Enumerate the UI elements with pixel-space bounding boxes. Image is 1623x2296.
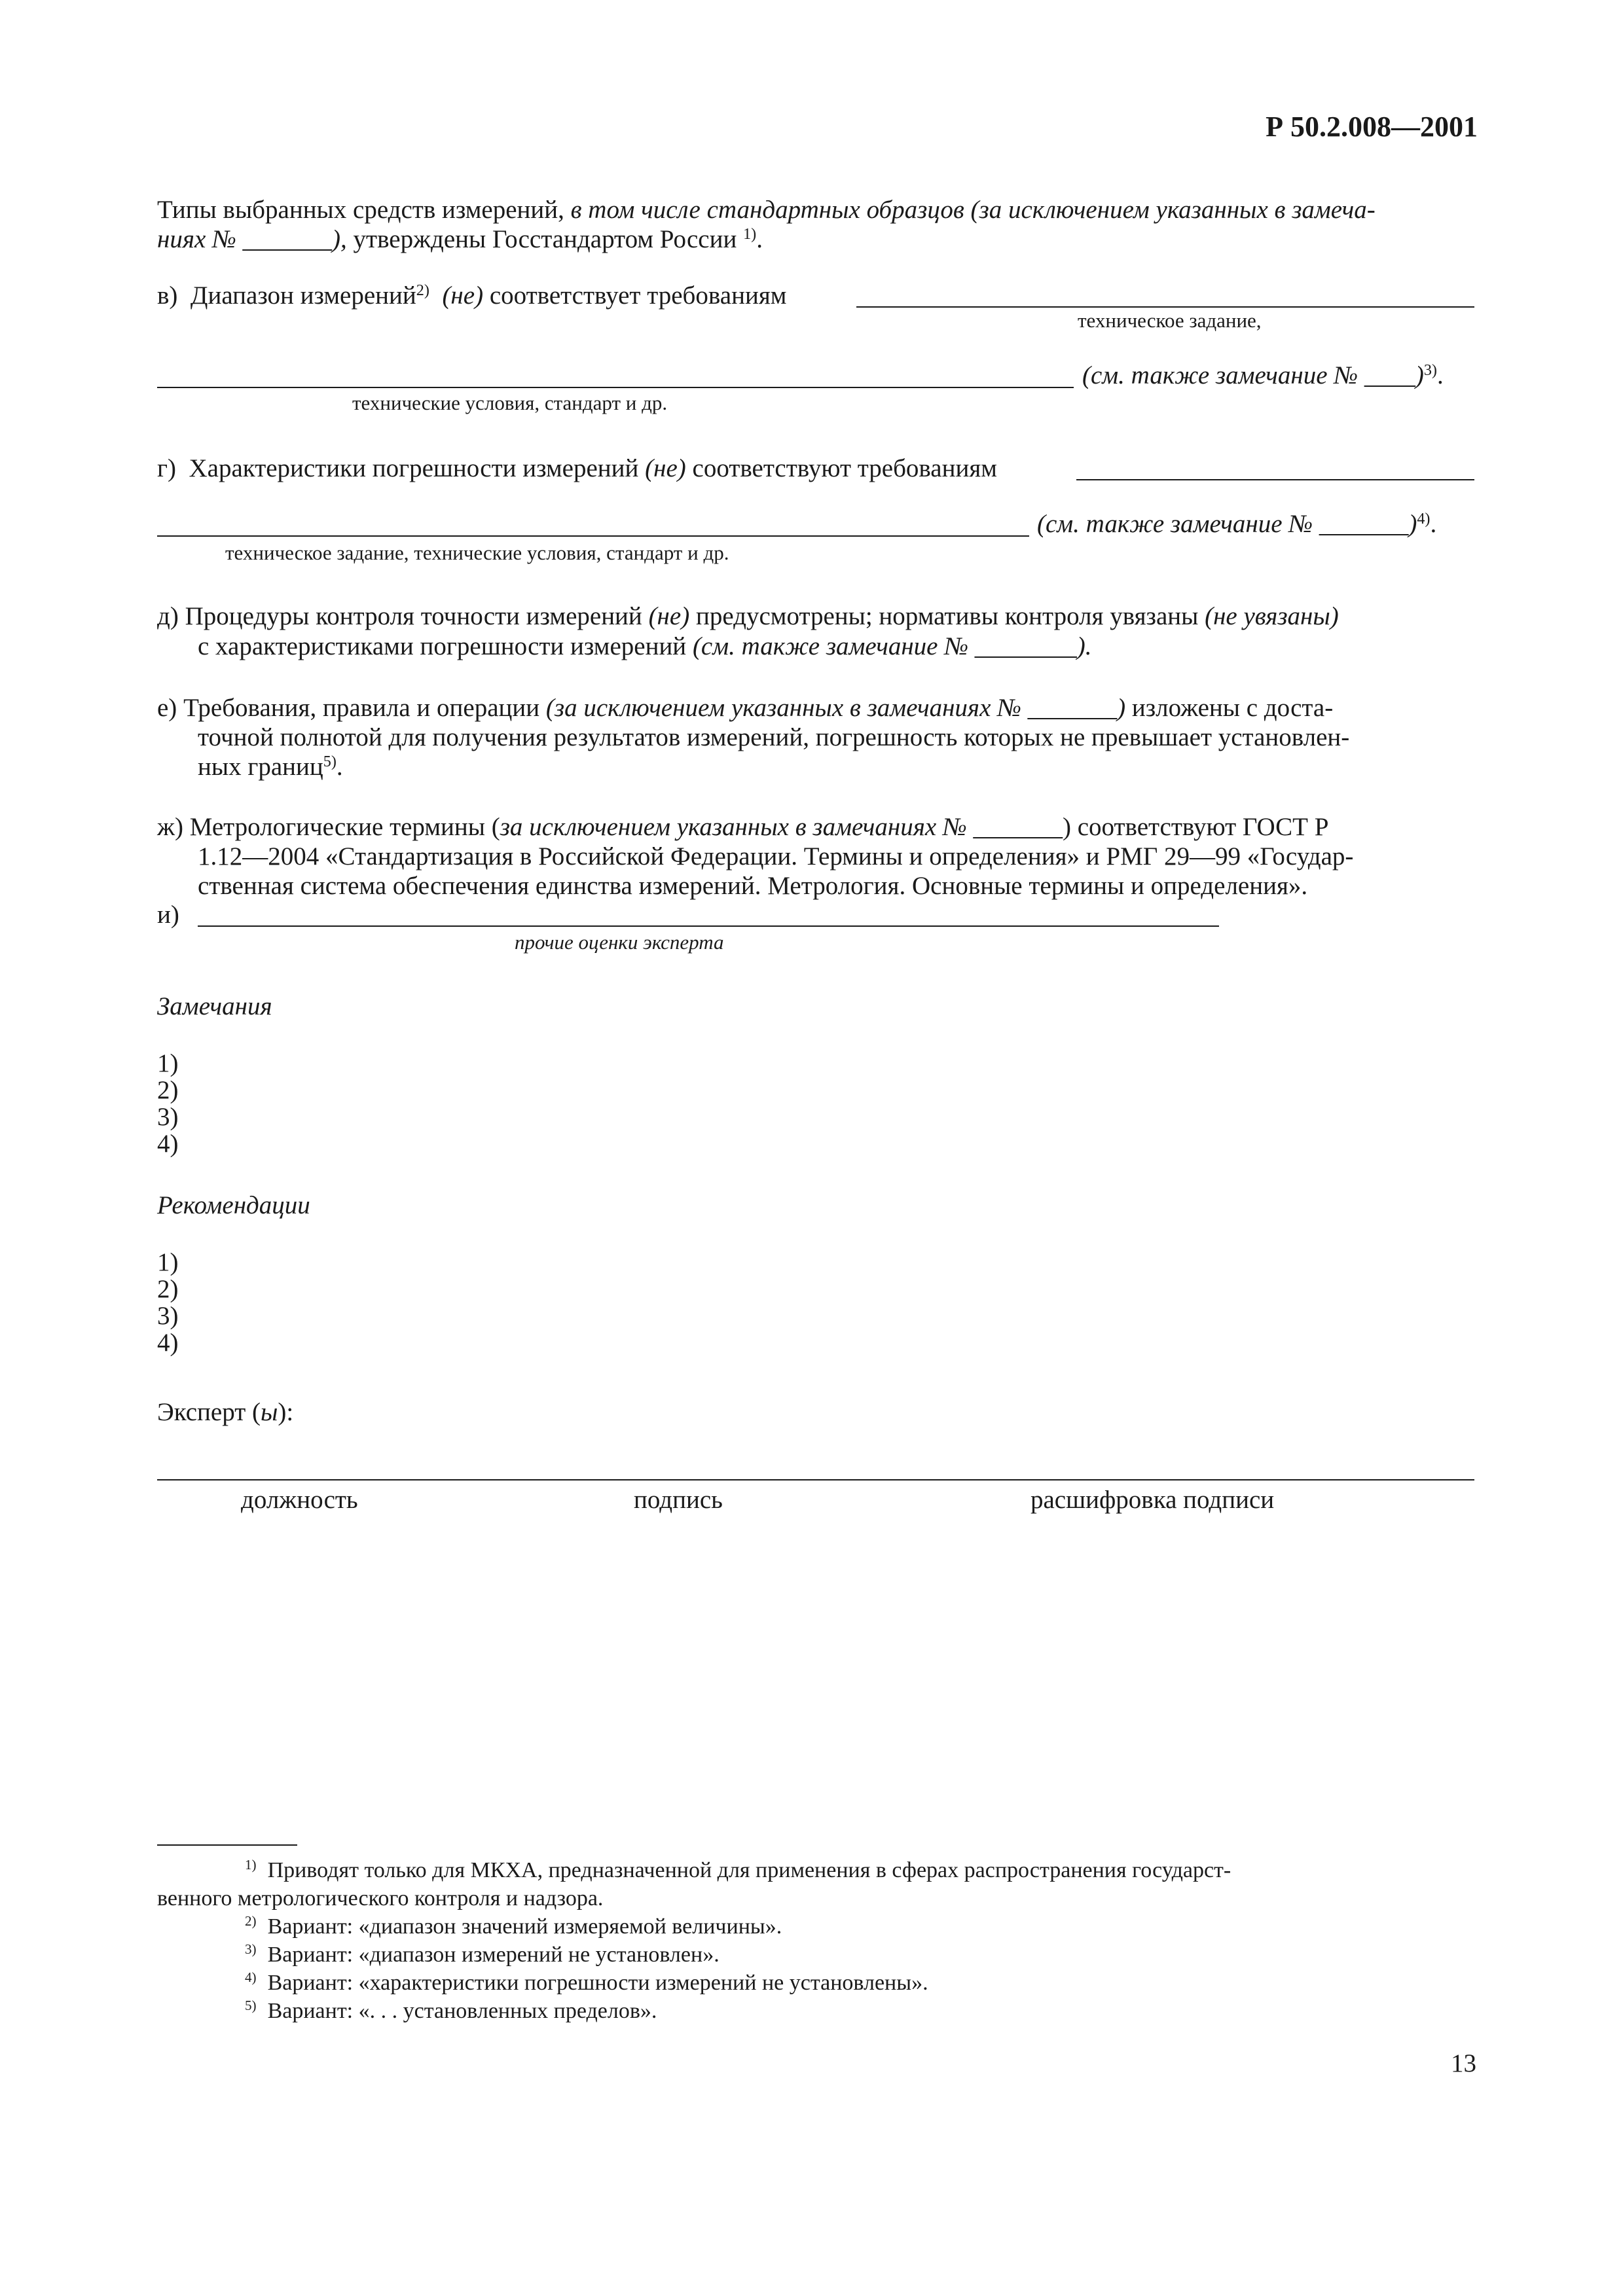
- item-letter: г): [157, 454, 176, 482]
- intro-line-1: [157, 194, 1376, 226]
- item-e-line-1: [157, 692, 1333, 724]
- list-item: 4): [157, 1329, 179, 1357]
- item-letter: е): [157, 694, 177, 722]
- footnote-separator: [157, 1844, 297, 1846]
- document-number: Р 50.2.008—2001: [1266, 111, 1478, 143]
- footnote-3: [245, 1941, 720, 1969]
- item-italic: за исключением указанных в замечаниях №: [500, 813, 967, 841]
- item-text: _______) соответствуют ГОСТ Р: [966, 813, 1329, 841]
- item-text: Характеристики погрешности измерений: [189, 454, 646, 482]
- footnote-4: [245, 1969, 928, 1997]
- fill-line: [1076, 479, 1474, 480]
- footnote-mark: 5): [245, 1998, 257, 2014]
- recommendations-title: Рекомендации: [157, 1191, 310, 1219]
- item-d-line-1: [157, 601, 1339, 632]
- item-italic: (не): [648, 602, 690, 630]
- signature-line: [157, 1479, 1474, 1480]
- item-letter: ж): [157, 813, 183, 841]
- fill-line: [157, 387, 1074, 388]
- fill-line: [157, 535, 1029, 537]
- field-hint: прочие оценки эксперта: [515, 931, 724, 954]
- expert-label: [157, 1397, 293, 1428]
- footnote-mark: 2): [245, 1913, 257, 1929]
- item-i-letter: и): [157, 901, 179, 929]
- intro-line-2: [157, 224, 763, 255]
- item-italic: (не): [442, 281, 484, 310]
- item-text: соответствует требованиям: [489, 281, 787, 310]
- footnote-mark: 1): [245, 1857, 257, 1873]
- list-item: 3): [157, 1103, 179, 1131]
- field-hint: техническое задание,: [1078, 309, 1262, 332]
- item-italic: (не увязаны): [1205, 602, 1339, 630]
- footnote-1-line-2: венного метрологического контроля и надзора.: [157, 1886, 604, 1910]
- footnote-text: Вариант: «диапазон значений измеряемой величины».: [267, 1914, 782, 1939]
- item-text: Процедуры контроля точности измерений: [185, 602, 649, 630]
- item-italic: (за исключением указанных в замечаниях № _______): [545, 694, 1126, 722]
- signature-label: подпись: [634, 1486, 723, 1514]
- item-text: с характеристиками погрешности измерений: [198, 632, 693, 660]
- item-text: Диапазон измерений: [190, 281, 416, 310]
- item-zh-line-1: [157, 812, 1328, 843]
- item-text: соответствуют требованиям: [685, 454, 997, 482]
- field-hint: техническое задание, технические условия, стандарт и др.: [225, 541, 729, 564]
- footnote-text: Вариант: «диапазон измерений не установлен».: [267, 1943, 720, 1967]
- footnote-mark: 4): [245, 1969, 257, 1986]
- item-g-note: [1037, 509, 1436, 540]
- fill-line: [856, 306, 1474, 308]
- item-v-line-1: [157, 280, 786, 312]
- item-note: (см. также замечание № _______): [1037, 510, 1417, 538]
- item-text: ных границ: [198, 753, 323, 781]
- intro-italic-2: ниях № _______),: [157, 225, 347, 253]
- list-item: 3): [157, 1302, 179, 1330]
- footnote-text: Вариант: «. . . установленных пределов».: [267, 1999, 657, 2023]
- item-letter: д): [157, 602, 179, 630]
- list-item: 4): [157, 1130, 179, 1158]
- footnote-2: [245, 1912, 782, 1941]
- footnote-text: Приводят только для МКХА, предназначенной для применения в сферах распространения государст-: [267, 1858, 1231, 1882]
- item-end: .: [1436, 361, 1444, 389]
- fill-line: [198, 925, 1219, 927]
- item-note: (см. также замечание № ____): [1082, 361, 1424, 389]
- footnote-ref: 3): [1423, 361, 1437, 379]
- footnote-ref: 4): [1417, 509, 1431, 528]
- page-number: 13: [1451, 2049, 1476, 2077]
- list-item: 2): [157, 1275, 179, 1303]
- item-text: предусмотрены; нормативы контроля увязаны: [689, 602, 1205, 630]
- item-text: изложены с доста-: [1125, 694, 1334, 722]
- footnote-text: Вариант: «характеристики погрешности измерений не установлены».: [267, 1971, 928, 1995]
- item-zh-line-3: ственная система обеспечения единства измерений. Метрология. Основные термины и определения».: [198, 872, 1308, 900]
- item-d-line-2: [198, 631, 1092, 662]
- intro-italic: в том числе стандартных образцов (за исключением указанных в замеча-: [570, 196, 1376, 224]
- item-e-line-2: точной полнотой для получения результатов измерений, погрешность которых не превышает установлен-: [198, 723, 1350, 751]
- list-item: 2): [157, 1076, 179, 1104]
- item-e-line-3: [198, 751, 343, 783]
- item-g-line-1: [157, 453, 997, 484]
- footnote-5: [245, 1997, 657, 2025]
- item-text: Метрологические термины (: [189, 813, 500, 841]
- expert-italic: ы: [260, 1398, 278, 1426]
- expert-text: Эксперт (: [157, 1398, 261, 1426]
- recommendations-list: [157, 1249, 179, 1356]
- item-letter: в): [157, 281, 178, 310]
- footnote-ref: 2): [416, 281, 429, 299]
- signature-decoding-label: расшифровка подписи: [1030, 1486, 1275, 1514]
- item-text: Требования, правила и операции: [183, 694, 546, 722]
- footnote-mark: 3): [245, 1941, 257, 1958]
- position-label: должность: [241, 1486, 358, 1514]
- item-italic: (не): [645, 454, 686, 482]
- item-zh-line-2: 1.12—2004 «Стандартизация в Российской Федерации. Термины и определения» и РМГ 29—99 «Государ-: [198, 842, 1354, 870]
- item-italic: (см. также замечание № ________).: [692, 632, 1092, 660]
- footnote-ref: 1): [743, 224, 757, 243]
- footnote-ref: 5): [323, 752, 337, 770]
- intro-text-2: утверждены Госстандартом России: [346, 225, 744, 253]
- remarks-title: Замечания: [157, 992, 272, 1020]
- intro-end: .: [756, 225, 763, 253]
- expert-text: ):: [278, 1398, 294, 1426]
- item-end: .: [336, 753, 343, 781]
- footnote-1-line-1: [245, 1856, 1231, 1884]
- item-end: .: [1430, 510, 1437, 538]
- list-item: 1): [157, 1248, 179, 1276]
- remarks-list: [157, 1050, 179, 1157]
- item-v-note: [1082, 360, 1444, 391]
- list-item: 1): [157, 1049, 179, 1077]
- field-hint: технические условия, стандарт и др.: [352, 391, 668, 414]
- intro-text: Типы выбранных средств измерений,: [157, 196, 571, 224]
